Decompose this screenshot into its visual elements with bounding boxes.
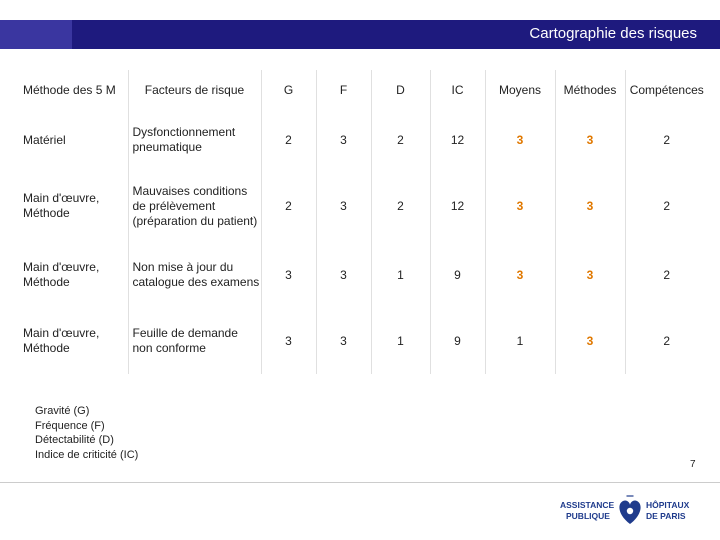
factor-cell: Dysfonctionnement pneumatique bbox=[128, 110, 261, 170]
column-header-competences: Compétences bbox=[625, 70, 708, 110]
column-header-g: G bbox=[261, 70, 316, 110]
moyens-cell: 3 bbox=[485, 242, 555, 308]
methodes-cell: 3 bbox=[555, 308, 625, 374]
f-cell: 3 bbox=[316, 170, 371, 242]
footer-divider bbox=[0, 482, 720, 483]
header-bar bbox=[0, 20, 720, 49]
column-header-factor: Facteurs de risque bbox=[128, 70, 261, 110]
moyens-cell: 3 bbox=[485, 170, 555, 242]
moyens-cell: 1 bbox=[485, 308, 555, 374]
d-cell: 2 bbox=[371, 110, 430, 170]
method-cell: Matériel bbox=[23, 132, 66, 147]
table-row bbox=[18, 170, 708, 242]
table-header-row bbox=[18, 70, 708, 110]
logo-text-right-2: DE PARIS bbox=[646, 511, 686, 521]
column-header-method: Méthode des 5 M bbox=[23, 83, 116, 97]
column-header-d: D bbox=[371, 70, 430, 110]
g-cell: 2 bbox=[261, 170, 316, 242]
column-header-methodes: Méthodes bbox=[555, 70, 625, 110]
ic-cell: 12 bbox=[430, 110, 485, 170]
ic-cell: 12 bbox=[430, 170, 485, 242]
f-cell: 3 bbox=[316, 110, 371, 170]
table-row bbox=[18, 110, 708, 170]
method-cell: Main d'œuvre, Méthode bbox=[23, 191, 100, 220]
d-cell: 1 bbox=[371, 242, 430, 308]
factor-cell: Non mise à jour du catalogue des examens bbox=[128, 242, 261, 308]
ic-cell: 9 bbox=[430, 308, 485, 374]
legend-item: Fréquence (F) bbox=[35, 419, 105, 432]
factor-cell: Feuille de demande non conforme bbox=[128, 308, 261, 374]
logo-text-left-2: PUBLIQUE bbox=[566, 511, 610, 521]
methodes-cell: 3 bbox=[555, 170, 625, 242]
table-row bbox=[18, 242, 708, 308]
competences-cell: 2 bbox=[625, 308, 708, 374]
d-cell: 2 bbox=[371, 170, 430, 242]
f-cell: 3 bbox=[316, 242, 371, 308]
heart-logo-icon bbox=[619, 496, 640, 524]
legend-item: Détectabilité (D) bbox=[35, 434, 114, 446]
logo-text-right-1: HÔPITAUX bbox=[646, 500, 690, 510]
legend-item: Gravité (G) bbox=[35, 405, 90, 417]
page-number: 7 bbox=[690, 459, 696, 470]
logo-text-left-1: ASSISTANCE bbox=[560, 500, 615, 510]
page-title: Cartographie des risques bbox=[529, 25, 697, 42]
column-header-moyens: Moyens bbox=[485, 70, 555, 110]
method-cell: Main d'œuvre, Méthode bbox=[23, 326, 100, 355]
d-cell: 1 bbox=[371, 308, 430, 374]
methodes-cell: 3 bbox=[555, 242, 625, 308]
factor-cell: Mauvaises conditions de prélèvement (préparation du patient) bbox=[128, 170, 261, 242]
risk-table bbox=[18, 70, 708, 374]
method-cell: Main d'œuvre, Méthode bbox=[23, 260, 100, 289]
g-cell: 3 bbox=[261, 242, 316, 308]
methodes-cell: 3 bbox=[555, 110, 625, 170]
g-cell: 3 bbox=[261, 308, 316, 374]
ic-cell: 9 bbox=[430, 242, 485, 308]
table-row bbox=[18, 308, 708, 374]
competences-cell: 2 bbox=[625, 242, 708, 308]
g-cell: 2 bbox=[261, 110, 316, 170]
competences-cell: 2 bbox=[625, 110, 708, 170]
header-accent-block bbox=[0, 20, 72, 49]
legend bbox=[35, 404, 138, 462]
f-cell: 3 bbox=[316, 308, 371, 374]
competences-cell: 2 bbox=[625, 170, 708, 242]
ap-hp-logo bbox=[560, 494, 705, 528]
column-header-f: F bbox=[316, 70, 371, 110]
legend-item: Indice de criticité (IC) bbox=[35, 448, 139, 461]
column-header-ic: IC bbox=[430, 70, 485, 110]
moyens-cell: 3 bbox=[485, 110, 555, 170]
